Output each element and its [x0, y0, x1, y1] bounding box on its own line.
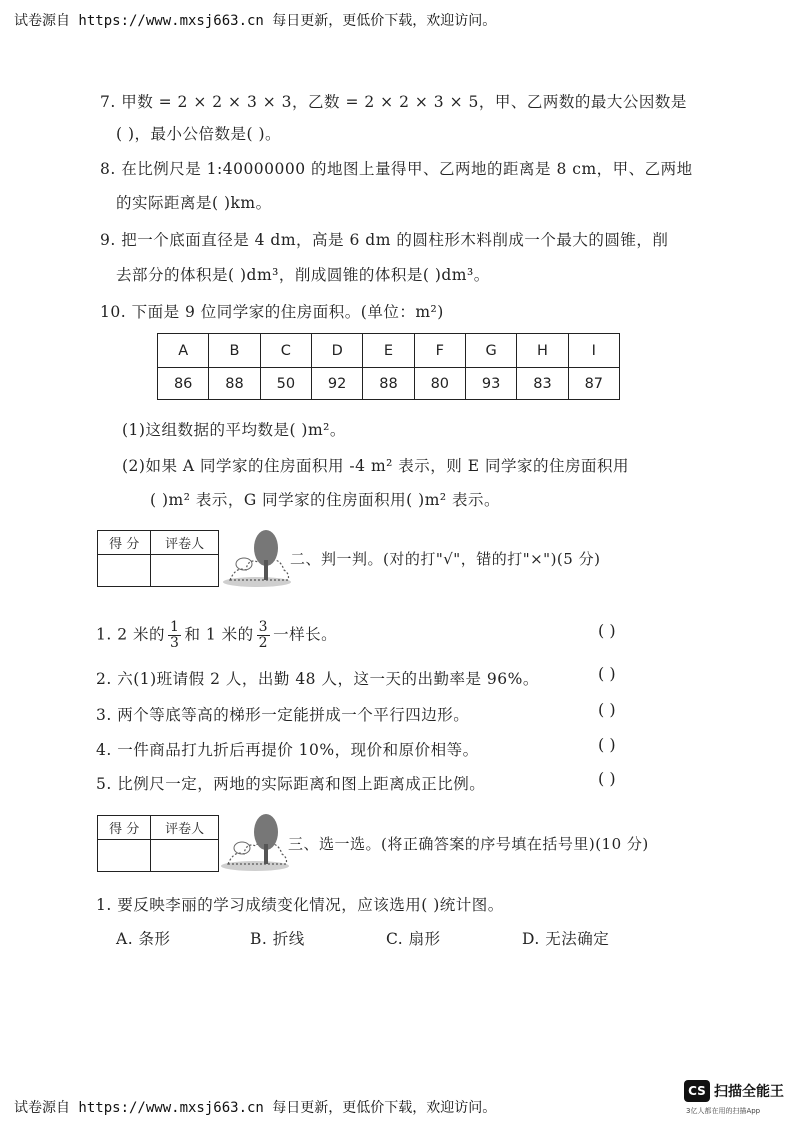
- table-value-cell: 87: [568, 368, 619, 400]
- score-label: 得 分: [98, 816, 151, 840]
- question-8-line-1: 8. 在比例尺是 1:40000000 的地图上量得甲、乙两地的距离是 8 cm，甲、乙两地: [100, 160, 693, 178]
- judge-item-1: [96, 620, 337, 651]
- footer-source-text: 试卷源自 https://www.mxsj663.cn 每日更新，更低价下载，欢迎访问。: [14, 1100, 497, 1116]
- table-header-cell: I: [568, 334, 619, 368]
- answer-paren-3[interactable]: ( ): [598, 700, 616, 719]
- section-2-title: 二、判一判。(对的打"√"，错的打"×")(5 分): [290, 550, 601, 568]
- table-header-cell: E: [363, 334, 414, 368]
- judge-item-1-post: 一样长。: [273, 625, 338, 644]
- camscanner-name: 扫描全能王: [714, 1084, 784, 1100]
- table-header-cell: G: [465, 334, 516, 368]
- fraction-denominator: 2: [258, 635, 269, 651]
- grader-label: 评卷人: [151, 816, 219, 840]
- answer-paren-5[interactable]: ( ): [598, 769, 616, 788]
- tree-decoration-icon: [222, 524, 292, 588]
- housing-area-table: [157, 333, 620, 400]
- fraction-numerator: 1: [170, 619, 180, 635]
- judge-item-5: 5. 比例尺一定，两地的实际距离和图上距离成正比例。: [96, 775, 486, 793]
- table-header-cell: B: [209, 334, 260, 368]
- table-value-cell: 86: [158, 368, 209, 400]
- fraction-one-third: [168, 620, 181, 651]
- tree-decoration-icon: [220, 808, 290, 872]
- table-value-cell: 93: [465, 368, 516, 400]
- camscanner-logo-icon: CS: [684, 1080, 710, 1102]
- question-7-line-2: ( )，最小公倍数是( )。: [116, 125, 282, 143]
- table-value-cell: 88: [209, 368, 260, 400]
- answer-paren-4[interactable]: ( ): [598, 735, 616, 754]
- judge-item-3: 3. 两个等底等高的梯形一定能拼成一个平行四边形。: [96, 706, 470, 724]
- camscanner-tagline: 3亿人都在用的扫描App: [686, 1107, 761, 1115]
- score-box-section-3: [97, 815, 219, 872]
- table-header-cell: D: [311, 334, 362, 368]
- question-10-title: 10. 下面是 9 位同学家的住房面积。(单位：m²): [100, 303, 444, 321]
- judge-item-2: 2. 六(1)班请假 2 人，出勤 48 人，这一天的出勤率是 96%。: [96, 670, 539, 688]
- question-9-line-2: 去部分的体积是( )dm³，削成圆锥的体积是( )dm³。: [116, 266, 490, 284]
- judge-item-1-pre: 1. 2 米的: [96, 625, 166, 644]
- table-header-cell: C: [260, 334, 311, 368]
- fraction-three-halves: [257, 620, 270, 651]
- option-b[interactable]: B. 折线: [250, 930, 305, 948]
- table-header-cell: A: [158, 334, 209, 368]
- question-10-sub-2-line-1: (2)如果 A 同学家的住房面积用 -4 m² 表示，则 E 同学家的住房面积用: [122, 457, 629, 475]
- table-value-cell: 88: [363, 368, 414, 400]
- header-source-text: 试卷源自 https://www.mxsj663.cn 每日更新，更低价下载，欢迎访问。: [14, 13, 497, 29]
- table-value-cell: 92: [311, 368, 362, 400]
- option-a[interactable]: A. 条形: [116, 930, 171, 948]
- question-9-line-1: 9. 把一个底面直径是 4 dm，高是 6 dm 的圆柱形木料削成一个最大的圆锥，削: [100, 231, 669, 249]
- grader-blank[interactable]: [151, 555, 219, 587]
- table-value-row: [158, 368, 620, 400]
- question-7-line-1: 7. 甲数 = 2 × 2 × 3 × 3，乙数 = 2 × 2 × 3 × 5，甲、乙两数的最大公因数是: [100, 93, 687, 111]
- choice-question-1: 1. 要反映李丽的学习成绩变化情况，应该选用( )统计图。: [96, 896, 504, 914]
- table-value-cell: 50: [260, 368, 311, 400]
- section-3-title: 三、选一选。(将正确答案的序号填在括号里)(10 分): [288, 835, 649, 853]
- fraction-numerator: 3: [258, 619, 269, 635]
- table-value-cell: 80: [414, 368, 465, 400]
- score-label: 得 分: [98, 531, 151, 555]
- grader-blank[interactable]: [151, 840, 219, 872]
- score-blank[interactable]: [98, 555, 151, 587]
- table-header-cell: F: [414, 334, 465, 368]
- table-header-row: [158, 334, 620, 368]
- grader-label: 评卷人: [151, 531, 219, 555]
- judge-item-4: 4. 一件商品打九折后再提价 10%，现价和原价相等。: [96, 741, 479, 759]
- table-header-cell: H: [517, 334, 568, 368]
- question-10-sub-2-line-2: ( )m² 表示，G 同学家的住房面积用( )m² 表示。: [150, 491, 501, 509]
- score-box-section-2: [97, 530, 219, 587]
- answer-paren-2[interactable]: ( ): [598, 664, 616, 683]
- answer-paren-1[interactable]: ( ): [598, 621, 616, 640]
- option-c[interactable]: C. 扇形: [386, 930, 441, 948]
- question-8-line-2: 的实际距离是( )km。: [116, 194, 272, 212]
- score-blank[interactable]: [98, 840, 151, 872]
- option-d[interactable]: D. 无法确定: [522, 930, 610, 948]
- judge-item-1-mid: 和 1 米的: [184, 625, 254, 644]
- fraction-denominator: 3: [170, 635, 180, 651]
- table-value-cell: 83: [517, 368, 568, 400]
- question-10-sub-1: (1)这组数据的平均数是( )m²。: [122, 421, 346, 439]
